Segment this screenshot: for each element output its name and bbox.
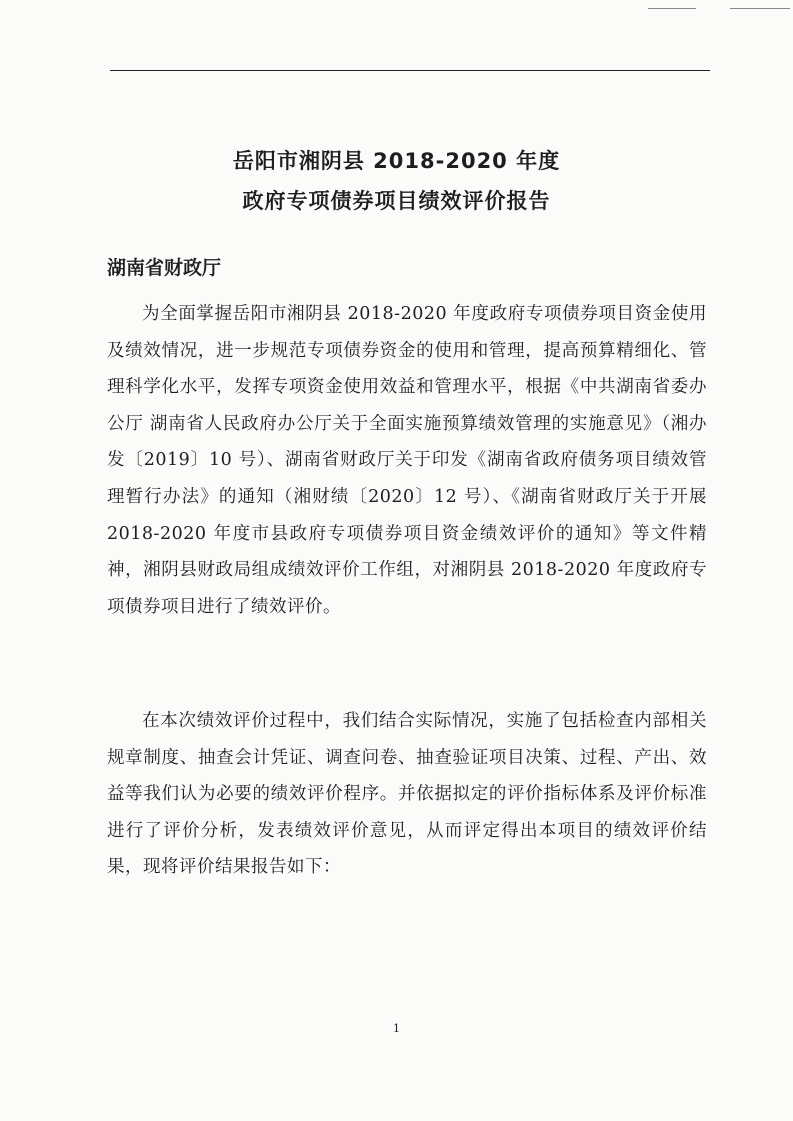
scan-edge-mark: [648, 0, 696, 9]
page-number: 1: [393, 1022, 400, 1035]
paragraph-intro: 为全面掌握岳阳市湘阴县 2018-2020 年度政府专项债券项目资金使用及绩效情况，进一步规范专项债券资金的使用和管理，提高预算精细化、管理科学化水平，发挥专项资金使用效益和管理水平，根据《中共湖南省委办公厅 湖南省人民政府办公厅关于全面实施预算绩效管理的实施意见》（湘办发〔2019〕10 号）、湖南省财政厅关于印发《湖南省政府债务项目绩效管理暂行办法》的通知（湘财绩〔2020〕12 号）、《湖南省财政厅关于开展 2018-2020 年度市县政府专项债券项目资金绩效评价的通知》等文件精神，湘阴县财政局组成绩效评价工作组，对湘阴县 2018-2020 年度政府专项债券项目进行了绩效评价。: [107, 304, 707, 617]
paragraph-procedure: 在本次绩效评价过程中，我们结合实际情况，实施了包括检查内部相关规章制度、抽查会计凭证、调查问卷、抽查验证项目决策、过程、产出、效益等我们认为必要的绩效评价程序。并依据拟定的评价指标体系及评价标准进行了评价分析，发表绩效评价意见，从而评定得出本项目的绩效评价结果，现将评价结果报告如下：: [107, 711, 707, 878]
report-title-line2: 政府专项债券项目绩效评价报告: [242, 189, 551, 213]
scan-edge-mark: [730, 0, 790, 9]
report-title-line1: 岳阳市湘阴县 2018-2020 年度: [232, 149, 561, 173]
header-rule: [110, 70, 710, 71]
salutation: 湖南省财政厅: [107, 257, 222, 279]
